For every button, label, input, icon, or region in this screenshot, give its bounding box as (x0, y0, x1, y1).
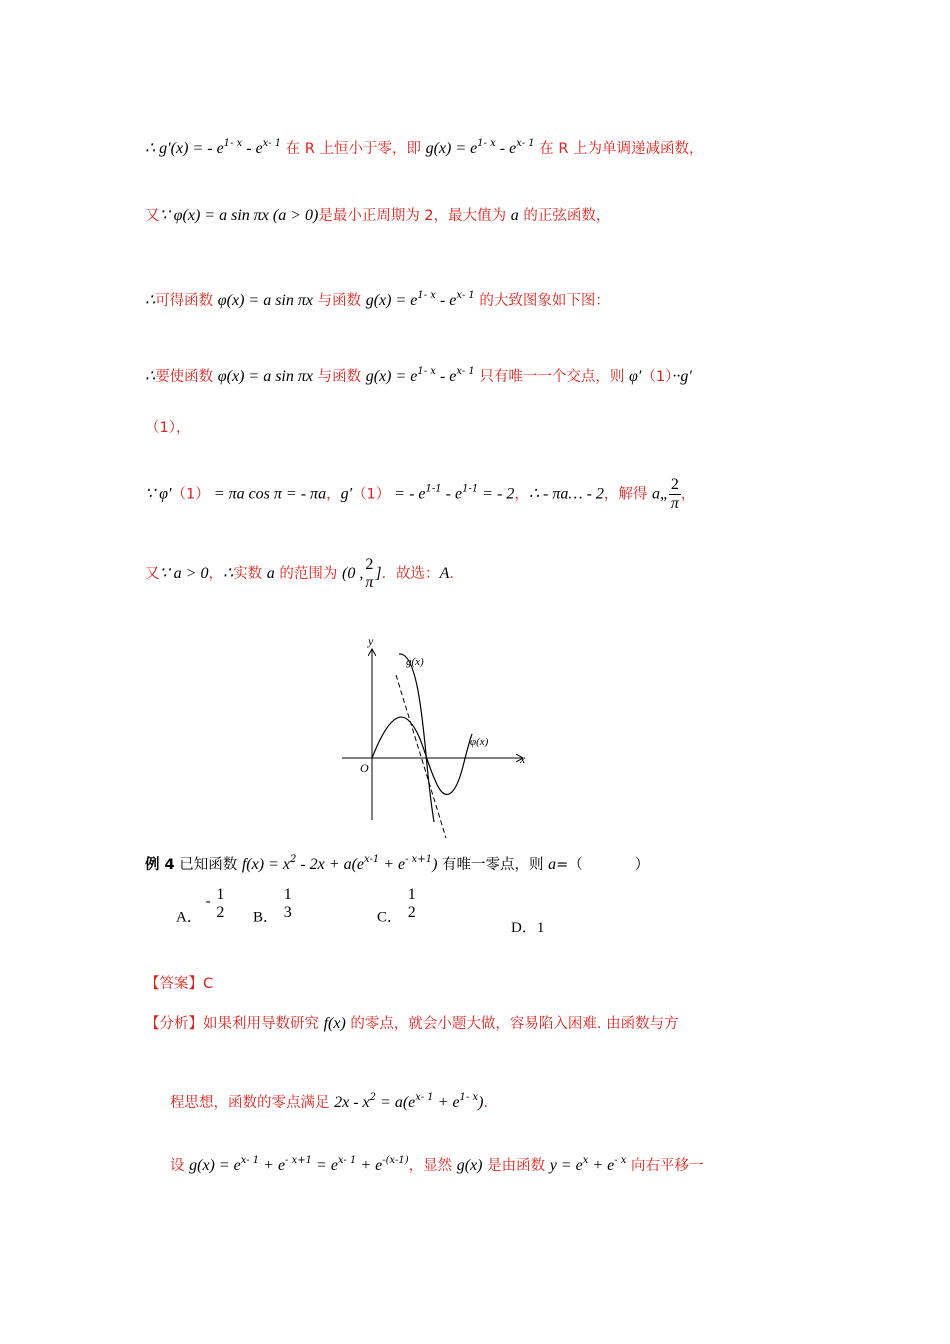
solution-line-4: ∴要使函数 φ(x) = a sin πx 与函数 $g(x) = e^{1- x} - e^{x- 1}$ 只有唯一一个交点，则 φ′（1）··g′ (145, 366, 692, 385)
analysis-line-3: 设 $g(x) = e^{x- 1} + e^{- x+1} = e^{x- 1} + e^{-(x-1)}$，显然 g(x) 是由函数 $y = e^x + e^{- x}$ 向右平移一 (170, 1155, 704, 1174)
solution-line-7: 又∵ a > 0，∴实数 a 的范围为 (0 , 2 π ]．故选：A． (145, 556, 464, 591)
origin-label: O (360, 761, 369, 775)
fraction: 2 π (365, 556, 374, 591)
fraction: $\frac{2}{\pi}$ (670, 476, 679, 512)
y-axis-label: y (368, 634, 374, 648)
solution-line-3: ∴可得函数 φ(x) = a sin πx 与函数 $g(x) = e^{1- x} - e^{x- 1}$ 的大致图象如下图： (145, 290, 610, 309)
tangent-line (396, 675, 446, 838)
phi-curve (372, 717, 472, 794)
option-a[interactable]: A． - 1 2 (176, 886, 225, 926)
answer-value: C (203, 976, 214, 992)
analysis-line-2: 程思想，函数的零点满足 $2x - x^2 = a(e^{x- 1} + e^{1- x})$. (170, 1092, 489, 1111)
answer-line: 【答案】C (145, 976, 214, 992)
phi-label: φ(x) (470, 736, 489, 748)
example-label: 例 4 (145, 857, 175, 873)
solution-line-2: 又∵ φ(x) = a sin πx (a > 0)是最小正周期为 2，最大值为 a 的正弦函数， (145, 207, 611, 224)
solution-line-6: ∵ φ′（1） = πa cos π = - πa，g′（1） = - $e^{1-1} - e^{1-1}$ = - 2，∴ - πa… - 2，解得 a„ $\frac{2}{\pi}$ ， (145, 476, 696, 512)
analysis-line-1: 【分析】如果利用导数研究 f(x) 的零点，就会小题大做，容易陷入困难. 由函数与方 (145, 1015, 679, 1032)
option-d[interactable]: D．1 (511, 920, 545, 936)
solution-line-1: ∴ g′(x) = - $e^{1- x} - e^{x- 1}$ 在 R 上恒小于零，即 $g(x) = e^{1- x} - e^{x- 1}$ 在 R 上为单调递减函数， (145, 138, 704, 157)
function-graph (330, 630, 540, 845)
example-4: 例 4 已知函数 $f(x) = x^2 - 2x + a(e^{x-1} + e^{- x+1})$ 有唯一零点，则 a=（ ） (145, 854, 650, 873)
solution-line-5: （1）， (145, 420, 191, 436)
option-b[interactable]: B． 1 3 (253, 886, 292, 926)
option-c[interactable]: C． 1 2 (377, 886, 416, 926)
g-label: g(x) (406, 656, 424, 668)
g-curve (399, 654, 434, 822)
x-axis-label: x (520, 752, 526, 766)
